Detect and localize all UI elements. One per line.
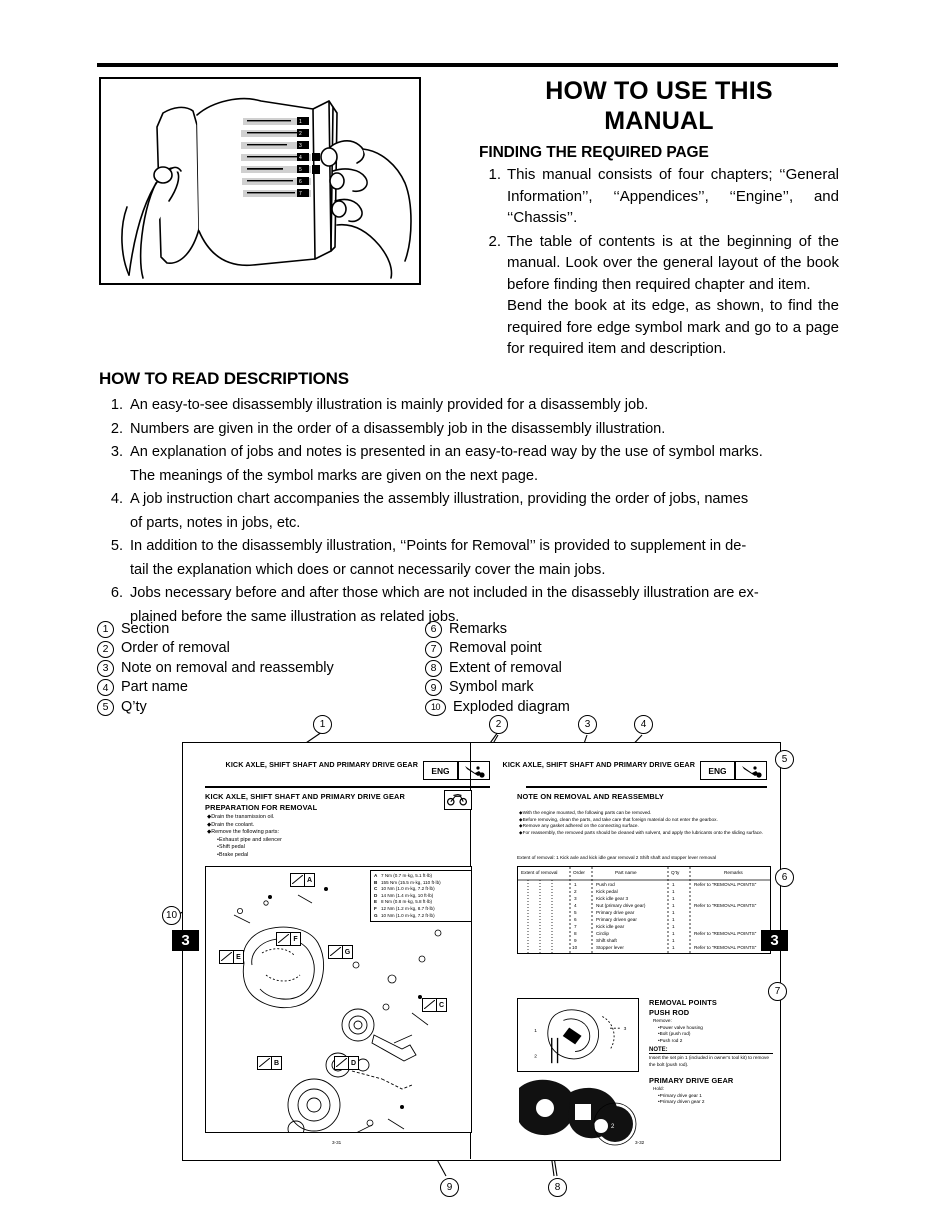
- how-to-read-heading: HOW TO READ DESCRIPTIONS: [99, 369, 349, 388]
- table-row: 3 Kick idle gear 3 1: [574, 896, 675, 901]
- symbol-mark-box-g: [328, 945, 353, 959]
- bullet-item: •Power valve housing: [658, 1024, 703, 1030]
- motorcycle-symbol-icon: [444, 790, 472, 810]
- list-item: [99, 441, 838, 465]
- push-rod-line-drawing: [517, 998, 639, 1072]
- item-text: Jobs necessary before and after those which are not included in the disassebly illustration are ex-: [130, 585, 759, 601]
- col-header-qty: Q’ty: [671, 870, 680, 875]
- item-text: This manual consists of four chapters; ‘‘General Information’’, ‘‘Appendices’’, ‘‘Engine’’, and ‘‘Chassis’’.: [507, 166, 839, 226]
- bullet-item: •Bolt (push rod): [658, 1031, 691, 1037]
- symbol-letter: B: [271, 1057, 281, 1069]
- job-instruction-chart: [517, 866, 771, 954]
- col-header-order: Order: [573, 870, 585, 875]
- push-rod-body: [653, 1018, 773, 1044]
- bend-the-book-paragraph: Bend the book at its edge, as shown, to find the required fore edge symbol mark and go to a page for required item and description.: [507, 297, 839, 357]
- lead-text: Hold:: [653, 1086, 664, 1091]
- table-row: 6 Primary driven gear 1: [574, 917, 675, 922]
- table-row: 4 Nut (primary drive gear) 1 Refer to “REMOVAL POINTS”: [574, 903, 757, 908]
- callout-5: 5: [775, 750, 794, 769]
- bullet-item: ◆Remove the following parts:: [207, 829, 280, 836]
- callout-9: 9: [440, 1178, 459, 1197]
- torque-row: C 10 Nm (1.0 m·kg, 7.2 ft·lb): [374, 886, 435, 892]
- list-item: [99, 582, 838, 606]
- legend-label: Remarks: [449, 621, 508, 637]
- torque-row: G 10 Nm (1.0 m·kg, 7.2 ft·lb): [374, 912, 435, 918]
- item-text: A job instruction chart accompanies the assembly illustration, providing the order of jobs, names: [130, 491, 749, 507]
- eng-badge: ENG: [700, 761, 735, 780]
- list-item: [479, 231, 839, 296]
- sub-bullet-item: •Brake pedal: [217, 851, 249, 858]
- page-title-line1: HOW TO USE THIS: [545, 77, 773, 105]
- primary-drive-gear-body: [653, 1086, 773, 1106]
- bullet-item: ◆Before removing, clean the parts, and take care that foreign material do not enter the gearbox.: [519, 816, 718, 822]
- item-number: 1.: [488, 166, 501, 183]
- book-bending-illustration: [99, 77, 421, 285]
- callout-7: 7: [768, 982, 787, 1001]
- item-text: Numbers are given in the order of a disassembly job in the disassembly illustration.: [130, 420, 666, 437]
- legend-column-right: [425, 620, 570, 717]
- circled-number-icon: 10: [425, 699, 446, 716]
- callout-8: 8: [548, 1178, 567, 1197]
- right-page-header: [502, 760, 767, 784]
- torque-row: A 7 Nm (0.7 m·kg, 5.1 ft·lb): [374, 873, 433, 878]
- circled-number-icon: 5: [97, 699, 114, 716]
- item-continuation: The meanings of the symbol marks are given on the next page.: [130, 467, 539, 484]
- note-label: NOTE:: [649, 1047, 773, 1054]
- circled-number-icon: 6: [425, 621, 442, 638]
- table-row: 2 Kick pedal 1: [574, 889, 675, 894]
- svg-text:4: 4: [299, 155, 302, 161]
- legend-item-9: [425, 678, 570, 697]
- legend-item-1: [97, 620, 334, 639]
- right-section-heading: NOTE ON REMOVAL AND REASSEMBLY: [517, 792, 664, 801]
- legend-label: Note on removal and reassembly: [121, 659, 334, 676]
- engine-symbol-icon: [735, 761, 767, 780]
- legend-label: Order of removal: [121, 640, 230, 657]
- item-text: The table of contents is at the beginning of the manual. Look over the general layout of the book before finding then required chapter and item.: [507, 232, 839, 293]
- symbol-mark-box-b: [257, 1056, 282, 1070]
- finding-required-page-heading: FINDING THE REQUIRED PAGE: [479, 144, 709, 161]
- col-header-extent: Extent of removal: [521, 870, 558, 875]
- note-text: Insert the set pin 1 (included in owner’s tool kit) to remove the bolt (push rod).: [649, 1055, 769, 1067]
- circled-number-icon: 2: [97, 641, 114, 658]
- bullet-item: •Primary drive gear 1: [658, 1092, 702, 1098]
- svg-text:2: 2: [534, 1054, 537, 1060]
- svg-text:1: 1: [543, 1108, 547, 1114]
- col-header-remarks: Remarks: [724, 870, 743, 875]
- sample-page-spread-figure: [150, 710, 810, 1206]
- left-section-heading: KICK AXLE, SHIFT SHAFT AND PRIMARY DRIVE GEAR: [205, 792, 406, 801]
- callout-3: 3: [578, 715, 597, 734]
- table-body: [518, 882, 770, 952]
- legend-item-6: [425, 620, 570, 639]
- item-continuation: plained before the same illustration as related jobs.: [130, 608, 460, 625]
- legend-item-4: [97, 678, 334, 697]
- left-header-rule: [205, 786, 490, 788]
- item-continuation: tail the explanation which does or cannot necessarily cover the main jobs.: [130, 561, 606, 578]
- circled-number-icon: 3: [97, 660, 114, 677]
- left-page-bullets: [207, 814, 407, 860]
- circled-number-icon: 7: [425, 641, 442, 658]
- svg-text:3: 3: [299, 143, 302, 149]
- legend-label: Section: [121, 621, 170, 637]
- table-row: 9 Shift shaft 1: [574, 938, 675, 943]
- how-to-use-block: [479, 76, 839, 360]
- item-text: An easy-to-see disassembly illustration is mainly provided for a disassembly job.: [130, 397, 649, 413]
- svg-text:1: 1: [534, 1029, 537, 1035]
- list-item: [99, 394, 838, 418]
- legend-item-8: [425, 659, 570, 678]
- running-head: KICK AXLE, SHIFT SHAFT AND PRIMARY DRIVE GEAR: [225, 760, 418, 769]
- symbol-mark-box-d: [334, 1056, 359, 1070]
- sub-bullet-item: •Exhaust pipe and silencer: [217, 836, 282, 843]
- symbol-mark-box-a: [290, 873, 315, 887]
- item-number: 1.: [110, 397, 123, 413]
- svg-text:2: 2: [611, 1124, 615, 1130]
- extent-of-removal-line: Extent of removal: 1 Kick axle and kick idle gear removal 2 Shift shaft and stopper lever removal: [517, 855, 717, 860]
- item-text: An explanation of jobs and notes is presented in an easy-to-read way by the use of symbol marks.: [130, 444, 763, 460]
- callout-1: 1: [313, 715, 332, 734]
- eng-badge: ENG: [423, 761, 458, 780]
- right-header-rule: [526, 786, 767, 788]
- bullet-item: ◆Remove any gasket adhered on the connecting surface.: [519, 823, 639, 829]
- legend-label: Symbol mark: [449, 679, 534, 696]
- sub-bullet-item: •Shift pedal: [217, 844, 245, 851]
- legend-item-7: [425, 639, 570, 658]
- list-item: [479, 164, 839, 229]
- svg-text:5: 5: [299, 167, 302, 173]
- removal-points-heading: REMOVAL POINTS: [649, 998, 717, 1007]
- item-number: 3.: [110, 444, 123, 460]
- chapter-tab-mark-left: 3: [172, 930, 199, 951]
- symbol-mark-box-f: [276, 932, 301, 946]
- torque-row: F 12 Nm (1.2 m·kg, 8.7 ft·lb): [374, 905, 435, 911]
- legend-label: Part name: [121, 679, 188, 696]
- primary-drive-gear-heading: PRIMARY DRIVE GEAR: [649, 1076, 734, 1085]
- torque-specification-box: [370, 870, 472, 922]
- circled-number-icon: 9: [425, 679, 442, 696]
- callout-2: 2: [489, 715, 508, 734]
- torque-row: E 8 Nm (0.8 m·kg, 5.8 ft·lb): [374, 899, 433, 905]
- callout-6: 6: [775, 868, 794, 887]
- legend-item-2: [97, 639, 334, 658]
- symbol-letter: C: [436, 999, 446, 1011]
- symbol-mark-box-c: [422, 998, 447, 1012]
- legend-label: Q’ty: [121, 698, 147, 715]
- bullet-item: •Primary driven gear 2: [658, 1099, 705, 1105]
- push-rod-heading: PUSH ROD: [649, 1008, 690, 1017]
- table-row: 1 Push rod 1 Refer to “REMOVAL POINTS”: [574, 882, 757, 887]
- table-row: 5 Primary drive gear 1: [574, 910, 675, 915]
- svg-text:1: 1: [299, 119, 302, 125]
- header-rule: [97, 63, 838, 67]
- table-row: 8 Circlip 1 Refer to “REMOVAL POINTS”: [574, 931, 757, 936]
- symbol-letter: E: [233, 951, 243, 963]
- callout-4: 4: [634, 715, 653, 734]
- engine-symbol-icon: [458, 761, 490, 780]
- list-item: [99, 488, 838, 512]
- bullet-item: ◆Drain the transmission oil.: [207, 814, 275, 820]
- symbol-letter: A: [304, 874, 314, 886]
- torque-row: D 14 Nm (1.4 m·kg, 10 ft·lb): [374, 892, 434, 898]
- symbol-letter: D: [348, 1057, 358, 1069]
- list-item: [99, 418, 838, 442]
- left-page-header: [205, 760, 490, 784]
- item-text: In addition to the disassembly illustration, ‘‘Points for Removal’’ is provided to supplement in de-: [130, 538, 747, 554]
- torque-row: B 155 Nm (15.5 m·kg, 110 ft·lb): [374, 879, 441, 885]
- how-to-read-list: [99, 394, 838, 629]
- svg-text:7: 7: [299, 191, 302, 197]
- symbol-letter: F: [290, 933, 300, 945]
- left-sub-heading: PREPARATION FOR REMOVAL: [205, 803, 318, 812]
- bullet-item: ◆Drain the coolant.: [207, 821, 255, 828]
- circled-number-icon: 8: [425, 660, 442, 677]
- svg-text:6: 6: [299, 179, 302, 185]
- circled-number-icon: 4: [97, 679, 114, 696]
- gear-photograph: [515, 1074, 637, 1148]
- left-page-number: 3-31: [332, 1140, 342, 1145]
- symbol-letter: G: [342, 946, 352, 958]
- legend-item-3: [97, 659, 334, 678]
- table-row: 10 Stopper lever 1 Refer to “REMOVAL POINTS”: [572, 945, 757, 950]
- note-block: [649, 1047, 773, 1068]
- circled-number-icon: 1: [97, 621, 114, 638]
- running-head: KICK AXLE, SHIFT SHAFT AND PRIMARY DRIVE GEAR: [502, 760, 695, 769]
- svg-text:3: 3: [623, 1027, 627, 1033]
- page-title-line2: MANUAL: [604, 107, 714, 135]
- col-header-partname: Part name: [615, 870, 637, 875]
- item-number: 2.: [110, 420, 123, 437]
- right-page-bullets: [519, 810, 767, 836]
- symbol-mark-box-e: [219, 950, 244, 964]
- table-row: 7 Kick idle gear 1: [574, 924, 675, 929]
- legend-column-left: [97, 620, 334, 717]
- item-continuation: of parts, notes in jobs, etc.: [130, 514, 301, 531]
- legend-label: Removal point: [449, 640, 542, 657]
- lead-text: Remove:: [653, 1018, 672, 1023]
- legend-label: Exploded diagram: [453, 698, 570, 715]
- finding-required-page-list: [479, 164, 839, 295]
- bullet-item: ◆For reassembly, the removed parts should be cleaned with solvent, and apply the lubricants onto the sliding surface.: [519, 829, 764, 835]
- callout-10: 10: [162, 906, 181, 925]
- item-number: 2.: [488, 232, 501, 250]
- chapter-tab-mark-right: 3: [761, 930, 788, 951]
- svg-text:2: 2: [299, 131, 302, 137]
- sample-left-page: [182, 742, 502, 1159]
- item-number: 4.: [110, 491, 123, 507]
- item-number: 5.: [110, 538, 123, 554]
- legend-label: Extent of removal: [449, 659, 562, 676]
- item-number: 6.: [110, 585, 123, 601]
- right-page-number: 3-32: [635, 1140, 645, 1145]
- sample-right-page: [503, 742, 779, 1159]
- bullet-item: •Push rod 2: [658, 1037, 683, 1043]
- list-item: [99, 535, 838, 559]
- bullet-item: ◆With the engine mounted, the following parts can be removed.: [519, 810, 652, 815]
